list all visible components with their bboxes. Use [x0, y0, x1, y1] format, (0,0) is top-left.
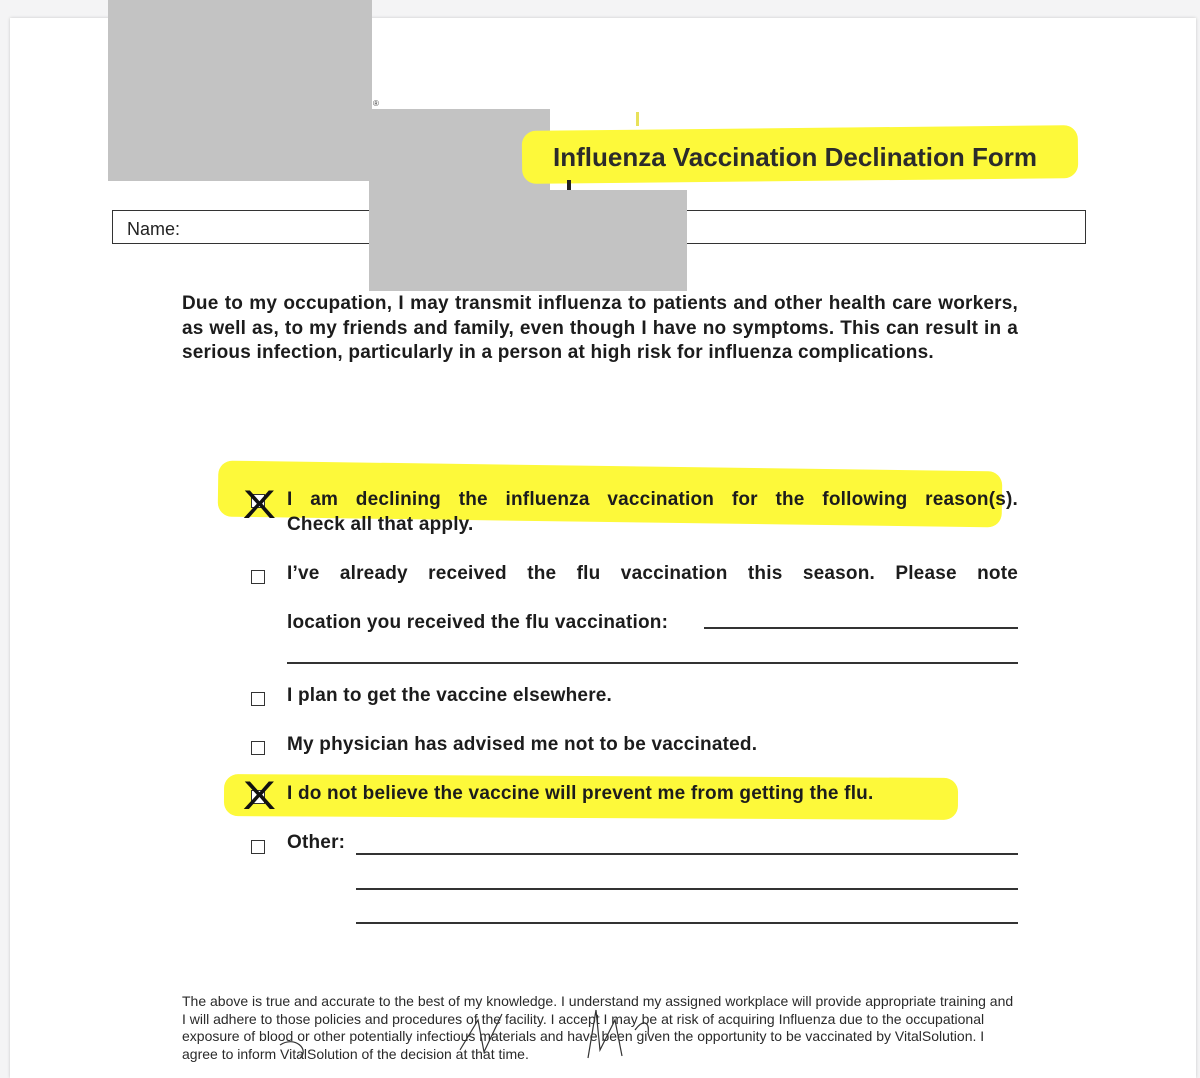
declining-line-1: I am declining the influenza vaccination for the following reason(s).	[287, 489, 1018, 510]
option-already-vaccinated-checkbox[interactable]	[251, 570, 265, 584]
intro-paragraph: Due to my occupation, I may transmit influenza to patients and other health care workers, as well as, to my friends and family, even though I have no symptoms. This can result in a serious infection, particularly in a person at high risk for influenza complications.	[182, 293, 1018, 363]
highlighter-mark	[636, 112, 639, 126]
option-elsewhere-checkbox[interactable]	[251, 692, 265, 706]
declining-x-mark: X	[242, 483, 277, 527]
signature-scribble	[270, 990, 690, 1060]
option-other-label: Other:	[287, 832, 346, 853]
option-physician-label: My physician has advised me not to be vaccinated.	[287, 734, 758, 755]
other-blank-1[interactable]	[356, 853, 1018, 855]
option-elsewhere-label: I plan to get the vaccine elsewhere.	[287, 685, 613, 706]
other-blank-3[interactable]	[356, 922, 1018, 924]
attestation-paragraph: The above is true and accurate to the best of my knowledge. I understand my assigned workplace will provide appropriate training and I will adhere to those policies and procedures of the facility. I accept I may be at risk of acquiring Influenza due to the occupational exposure of blood or other potentially infectious materials and have been given the opportunity to be vaccinated by VitalSolution. I agree to inform VitalSolution of the decision at that time.	[182, 993, 1014, 1062]
declining-line-2: Check all that apply.	[287, 514, 474, 535]
name-label: Name:	[127, 219, 181, 239]
location-blank-2[interactable]	[287, 662, 1018, 664]
form-title: Influenza Vaccination Declination Form	[553, 142, 1037, 172]
option-belief-label: I do not believe the vaccine will prevent me from getting the flu.	[287, 783, 874, 804]
option-already-vaccinated-line-1: I’ve already received the flu vaccination this season. Please note	[287, 563, 1018, 584]
location-blank-1[interactable]	[704, 627, 1018, 629]
option-belief-x-mark: X	[242, 774, 277, 818]
option-physician-checkbox[interactable]	[251, 741, 265, 755]
option-already-vaccinated-line-2: location you received the flu vaccination:	[287, 612, 669, 633]
option-other-checkbox[interactable]	[251, 840, 265, 854]
registered-mark: ®	[373, 99, 379, 108]
redaction-block-name-overlay	[369, 190, 687, 291]
other-blank-2[interactable]	[356, 888, 1018, 890]
redaction-block-logo	[108, 0, 372, 181]
